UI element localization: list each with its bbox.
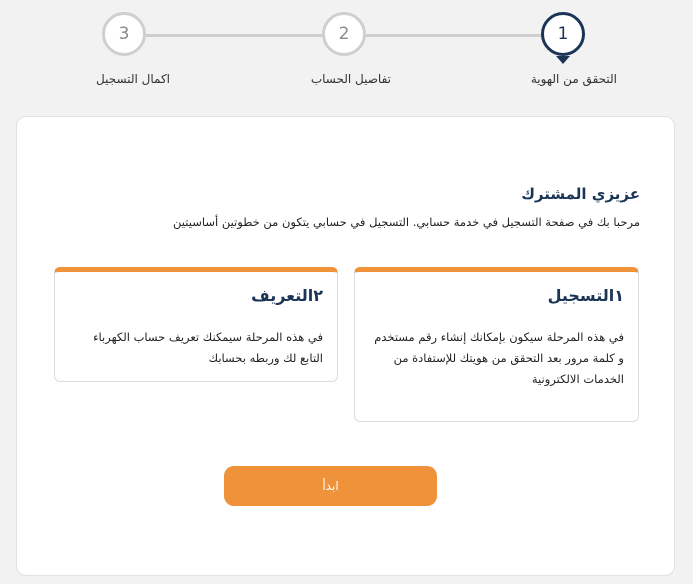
registration-step-box: [354, 267, 639, 422]
greeting-title: عزيزي المشترك: [521, 185, 640, 203]
step-1-circle: 1: [541, 12, 585, 56]
step-connector-2-1: [366, 34, 542, 37]
registration-step-text: في هذه المرحلة سيكون بإمكانك إنشاء رقم مستخدم و كلمة مرور بعد التحقق من هويتك للإستفادة من الخدمات الالكترونية: [374, 330, 624, 386]
identification-step-text: في هذه المرحلة سيمكنك تعريف حساب الكهرباء التابع لك وربطه بحسابك: [93, 330, 323, 365]
step-connector-3-2: [146, 34, 322, 37]
step-2-label: تفاصيل الحساب: [310, 72, 391, 86]
step-1-label: التحقق من الهوية: [530, 72, 617, 86]
registration-intro-card: [16, 116, 675, 576]
greeting-text: مرحبا بك في صفحة التسجيل في خدمة حسابي. التسجيل في حسابي يتكون من خطوتين أساسيتين: [173, 215, 640, 229]
step-3-label: اكمال التسجيل: [96, 72, 170, 86]
step-2-circle: 2: [322, 12, 366, 56]
step-3-circle: 3: [102, 12, 146, 56]
identification-step-box: [54, 267, 338, 382]
start-button[interactable]: ابدأ: [224, 466, 437, 506]
active-step-pointer-icon: [556, 56, 570, 64]
progress-stepper: [0, 0, 693, 110]
registration-step-title: ١التسجيل: [547, 286, 624, 305]
identification-step-title: ٢التعريف: [251, 286, 323, 305]
